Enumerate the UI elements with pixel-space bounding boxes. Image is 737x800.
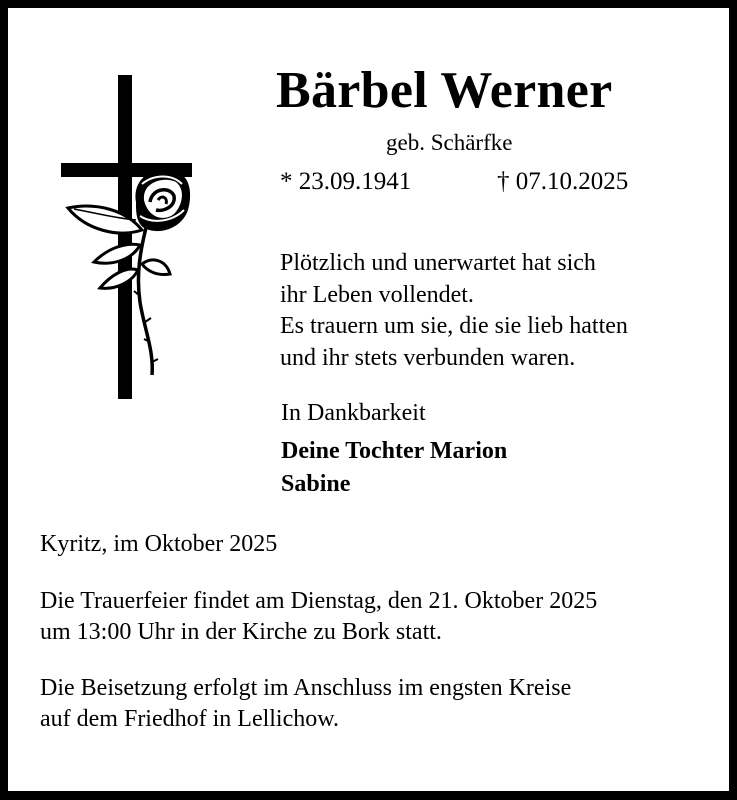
burial-info	[40, 673, 571, 735]
mourner-name: Sabine	[281, 471, 351, 497]
message-line: ihr Leben vollendet.	[280, 281, 474, 308]
service-line: Die Trauerfeier findet am Dienstag, den 21. Oktober 2025	[40, 588, 598, 614]
message-line: und ihr stets verbunden waren.	[280, 344, 576, 371]
condolence-message	[280, 248, 628, 374]
death-date: † 07.10.2025	[497, 168, 629, 195]
message-line: Plötzlich und unerwartet hat sich	[280, 250, 596, 276]
message-line: Es trauern um sie, die sie lieb hatten	[280, 313, 628, 339]
mourner-names	[281, 435, 507, 501]
cross-with-rose-icon	[56, 70, 196, 405]
burial-line: auf dem Friedhof in Lellichow.	[40, 706, 340, 732]
mourner-name: Deine Tochter Marion	[281, 438, 508, 464]
maiden-name: geb. Schärfke	[386, 130, 513, 155]
funeral-service-info	[40, 586, 597, 648]
birth-date: * 23.09.1941	[280, 168, 412, 195]
gratitude-intro: In Dankbarkeit	[281, 400, 426, 426]
burial-line: Die Beisetzung erfolgt im Anschluss im engsten Kreise	[40, 675, 572, 701]
deceased-name: Bärbel Werner	[276, 62, 613, 119]
place-date: Kyritz, im Oktober 2025	[40, 531, 278, 557]
service-line: um 13:00 Uhr in der Kirche zu Bork statt.	[40, 619, 442, 645]
